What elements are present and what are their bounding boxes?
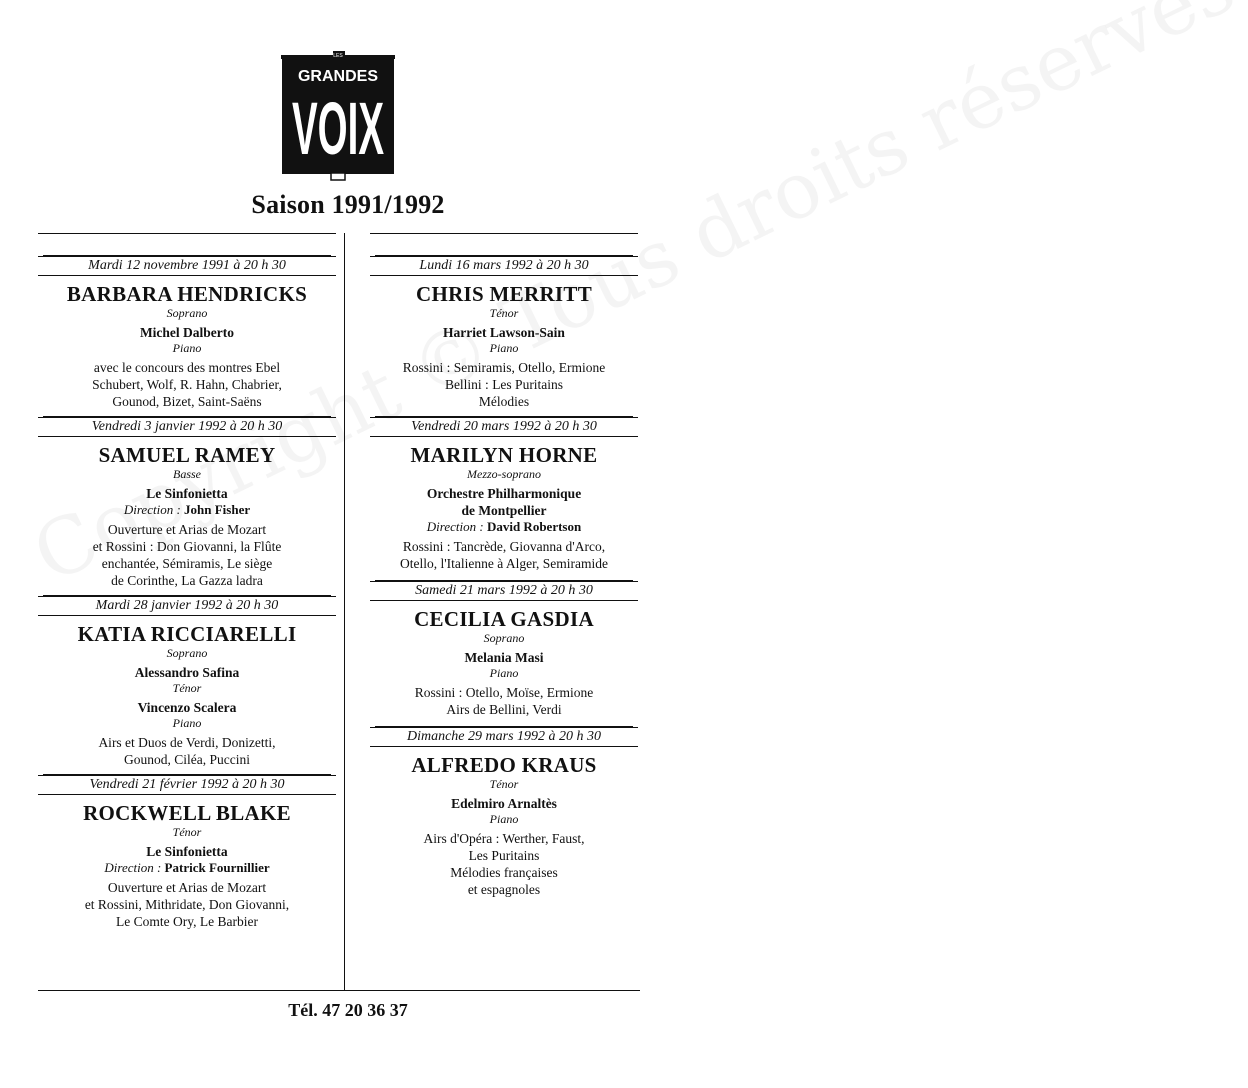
concert-item — [38, 256, 336, 410]
artist-name: CECILIA GASDIA — [414, 607, 594, 631]
concert-date: Mardi 12 novembre 1991 à 20 h 30 — [38, 256, 336, 276]
concert-date: Samedi 21 mars 1992 à 20 h 30 — [370, 581, 638, 601]
performer-name: Le Sinfonietta — [146, 486, 228, 501]
concert-item — [38, 417, 336, 589]
concert-date: Vendredi 3 janvier 1992 à 20 h 30 — [38, 417, 336, 437]
program-line: Gounod, Bizet, Saint-Saëns — [112, 394, 262, 409]
program-line: et Rossini : Don Giovanni, la Flûte — [92, 539, 282, 554]
performer-name: Vincenzo Scalera — [137, 700, 237, 715]
performer-direction — [370, 519, 638, 535]
performer-name: Alessandro Safina — [134, 665, 240, 680]
header-rule-left — [38, 233, 336, 234]
program-line: Bellini : Les Puritains — [444, 377, 564, 392]
program-line: Otello, l'Italienne à Alger, Semiramide — [399, 556, 609, 571]
program-line: Mélodies — [478, 394, 530, 409]
artist-name: BARBARA HENDRICKS — [66, 282, 308, 306]
concert-date: Lundi 16 mars 1992 à 20 h 30 — [370, 256, 638, 276]
performer-role: Piano — [489, 341, 519, 355]
concert-item — [370, 727, 638, 898]
performer-role: Ténor — [172, 681, 202, 695]
les-grandes-voix-logo — [281, 51, 395, 180]
artist-name: MARILYN HORNE — [410, 443, 598, 467]
program-line: enchantée, Sémiramis, Le siège — [101, 556, 273, 571]
concert-item — [370, 417, 638, 572]
direction-label: Direction : — [123, 502, 181, 517]
footer-rule — [38, 990, 640, 991]
artist-name: KATIA RICCIARELLI — [77, 622, 297, 646]
right-column — [370, 248, 638, 898]
concert-item — [38, 596, 336, 768]
program-line: Rossini : Tancrède, Giovanna d'Arco, — [402, 539, 606, 554]
direction-label: Direction : — [104, 860, 162, 875]
program-line: Ouverture et Arias de Mozart — [107, 880, 267, 895]
artist-name: ROCKWELL BLAKE — [83, 801, 291, 825]
performer-name: Harriet Lawson-Sain — [443, 325, 565, 340]
concert-item — [370, 581, 638, 718]
program-line: Les Puritains — [468, 848, 540, 863]
season-title: Saison 1991/1992 — [251, 190, 445, 219]
voice-type: Soprano — [483, 631, 525, 645]
concert-item — [370, 256, 638, 410]
voice-type: Soprano — [166, 306, 208, 320]
performer-name: Le Sinfonietta — [146, 844, 228, 859]
column-divider — [344, 233, 345, 990]
program-line: Airs de Bellini, Verdi — [446, 702, 562, 717]
conductor-name: John Fisher — [184, 502, 251, 517]
program-line: Airs et Duos de Verdi, Donizetti, — [98, 735, 276, 750]
voice-type: Soprano — [166, 646, 208, 660]
performer-direction — [38, 860, 336, 876]
logo-line2: VOIX — [292, 87, 384, 170]
header-rule-right — [370, 233, 638, 234]
program-line: de Corinthe, La Gazza ladra — [111, 573, 263, 588]
artist-name: SAMUEL RAMEY — [98, 443, 276, 467]
program-line: Mélodies françaises — [450, 865, 558, 880]
performer-direction — [38, 502, 336, 518]
performer-role: Piano — [489, 666, 519, 680]
artist-name: ALFREDO KRAUS — [411, 753, 597, 777]
conductor-name: David Robertson — [486, 519, 582, 534]
concert-date: Mardi 28 janvier 1992 à 20 h 30 — [38, 596, 336, 616]
performer-role: Piano — [172, 341, 202, 355]
conductor-name: Patrick Fournillier — [164, 860, 270, 875]
program-line: Airs d'Opéra : Werther, Faust, — [423, 831, 585, 846]
performer-name-continued: de Montpellier — [461, 503, 547, 518]
voice-type: Ténor — [489, 777, 519, 791]
concert-item — [38, 775, 336, 930]
concert-date: Vendredi 20 mars 1992 à 20 h 30 — [370, 417, 638, 437]
direction-label: Direction : — [426, 519, 484, 534]
performer-role: Piano — [489, 812, 519, 826]
phone-number: Tél. 47 20 36 37 — [288, 1000, 408, 1020]
performer-name: Michel Dalberto — [139, 325, 235, 340]
concert-date: Vendredi 21 février 1992 à 20 h 30 — [38, 775, 336, 795]
voice-type: Ténor — [489, 306, 519, 320]
left-column — [38, 248, 336, 930]
voice-type: Ténor — [172, 825, 202, 839]
performer-name: Orchestre Philharmonique — [426, 486, 582, 501]
logo-top-text: LES — [333, 53, 343, 59]
voice-type: Basse — [173, 467, 201, 481]
program-line: Schubert, Wolf, R. Hahn, Chabrier, — [92, 377, 282, 392]
voice-type: Mezzo-soprano — [467, 467, 541, 481]
logo-line1: GRANDES — [297, 68, 379, 85]
performer-name: Melania Masi — [464, 650, 544, 665]
program-line: et espagnoles — [467, 882, 541, 897]
program-line: Gounod, Ciléa, Puccini — [124, 752, 250, 767]
program-line: et Rossini, Mithridate, Don Giovanni, — [84, 897, 290, 912]
program-line: Ouverture et Arias de Mozart — [107, 522, 267, 537]
performer-name: Edelmiro Arnaltès — [451, 796, 557, 811]
concert-date: Dimanche 29 mars 1992 à 20 h 30 — [370, 727, 638, 747]
program-line: Rossini : Otello, Moïse, Ermione — [414, 685, 594, 700]
performer-role: Piano — [172, 716, 202, 730]
program-line: Le Comte Ory, Le Barbier — [116, 914, 258, 929]
program-line: avec le concours des montres Ebel — [93, 360, 281, 375]
program-line: Rossini : Semiramis, Otello, Ermione — [402, 360, 606, 375]
artist-name: CHRIS MERRITT — [415, 282, 592, 306]
